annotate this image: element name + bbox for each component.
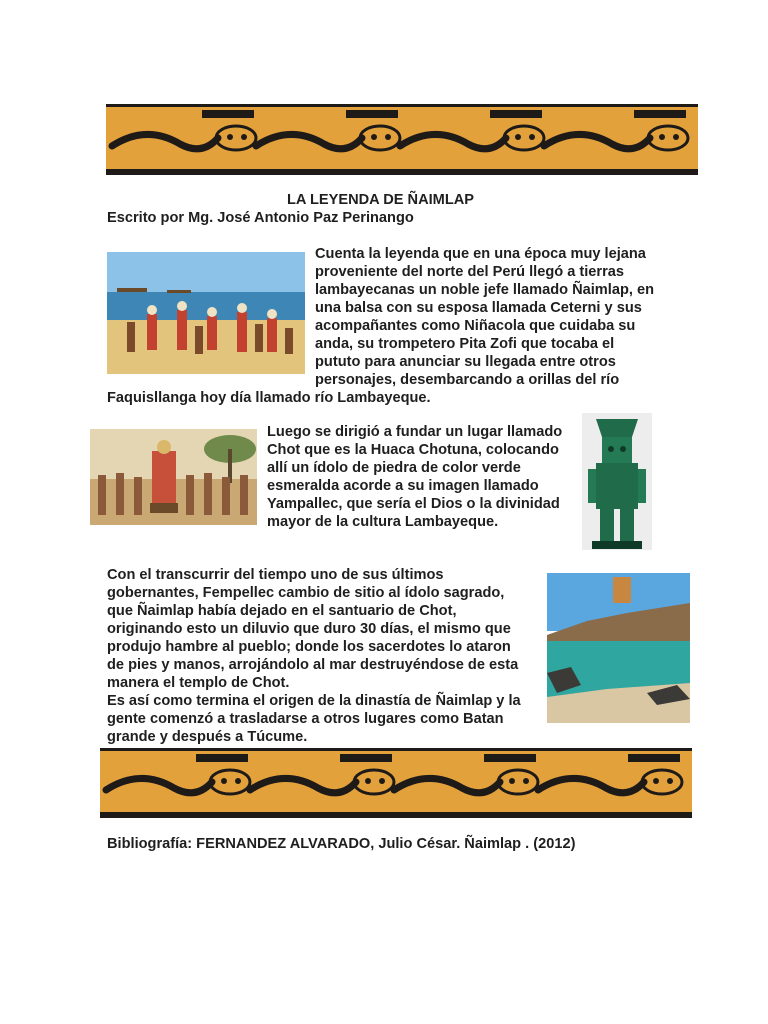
bottom-decorative-band xyxy=(100,748,692,818)
paragraph-2 xyxy=(267,423,573,531)
paragraph-3-line: gente comenzó a trasladarse a otros lugares como Batan xyxy=(107,711,504,727)
coastline-image xyxy=(547,573,690,723)
paragraph-3-line: Es así como termina el origen de la dinastía de Ñaimlap y la xyxy=(107,693,521,709)
paragraph-1-line: acompañantes como Niñacola que cuidaba su xyxy=(315,318,636,334)
paragraph-3-line: que Ñaimlap había dejado en el santuario de Chot, xyxy=(107,603,457,619)
author-line: Escrito por Mg. José Antonio Paz Perinango xyxy=(107,210,414,226)
paragraph-1-line: personajes, desembarcando a orillas del río xyxy=(315,372,620,388)
paragraph-1-last-line: Faquisllanga hoy día llamado río Lambayeque. xyxy=(107,390,431,406)
paragraph-2-line: Yampallec, que sería el Dios o la divinidad xyxy=(267,496,560,512)
paragraph-1-line: pututo para anunciar su llegada entre otros xyxy=(315,354,616,370)
bibliography: Bibliografía: FERNANDEZ ALVARADO, Julio César. Ñaimlap . (2012) xyxy=(107,836,576,852)
document-title: LA LEYENDA DE ÑAIMLAP xyxy=(287,192,475,208)
paragraph-2-line: Chot que es la Huaca Chotuna, colocando xyxy=(267,442,559,458)
paragraph-1-line: una balsa con su esposa llamada Ceterni y sus xyxy=(315,300,642,316)
beach-arrival-image xyxy=(107,252,305,374)
paragraph-2-line: Luego se dirigió a fundar un lugar llamado xyxy=(267,424,563,440)
paragraph-3-line: gobernantes, Fempellec cambio de sitio al ídolo sagrado, xyxy=(107,585,505,601)
paragraph-2-line: esmeralda acorde a su imagen llamado xyxy=(267,478,539,494)
paragraph-3-line: grande y después a Túcume. xyxy=(107,729,308,745)
paragraph-1-line: anda, su trompetero Pita Zofi que tocaba el xyxy=(315,336,615,352)
paragraph-3-line: produjo hambre al pueblo; donde los sacerdotes lo ataron xyxy=(107,639,511,655)
paragraph-2-line: allí un ídolo de piedra de color verde xyxy=(267,460,521,476)
idol-statue-icon xyxy=(582,413,652,550)
paragraph-2-line: mayor de la cultura Lambayeque. xyxy=(267,514,499,530)
paragraph-3-line: Con el transcurrir del tiempo uno de sus últimos xyxy=(107,567,444,583)
paragraph-1 xyxy=(315,245,661,389)
green-idol-image xyxy=(582,413,652,550)
paragraph-3-line: originando esto un diluvio que duro 30 días, el mismo que xyxy=(107,621,511,637)
wave-motif-icon xyxy=(106,104,698,175)
paragraph-1-line: lambayecanas un noble jefe llamado Ñaimlap, en xyxy=(315,282,655,298)
paragraph-3 xyxy=(107,566,536,746)
wave-motif-icon xyxy=(100,748,692,818)
paragraph-1-line: Cuenta la leyenda que en una época muy lejana xyxy=(315,246,646,262)
paragraph-1-line: proveniente del norte del Perú llegó a tierras xyxy=(315,264,624,280)
paragraph-3-line: manera el templo de Chot. xyxy=(107,675,290,691)
paragraph-3-line: de pies y manos, arrojándolo al mar destruyéndose de esta xyxy=(107,657,519,673)
procession-image xyxy=(90,429,257,525)
top-decorative-band xyxy=(106,104,698,175)
